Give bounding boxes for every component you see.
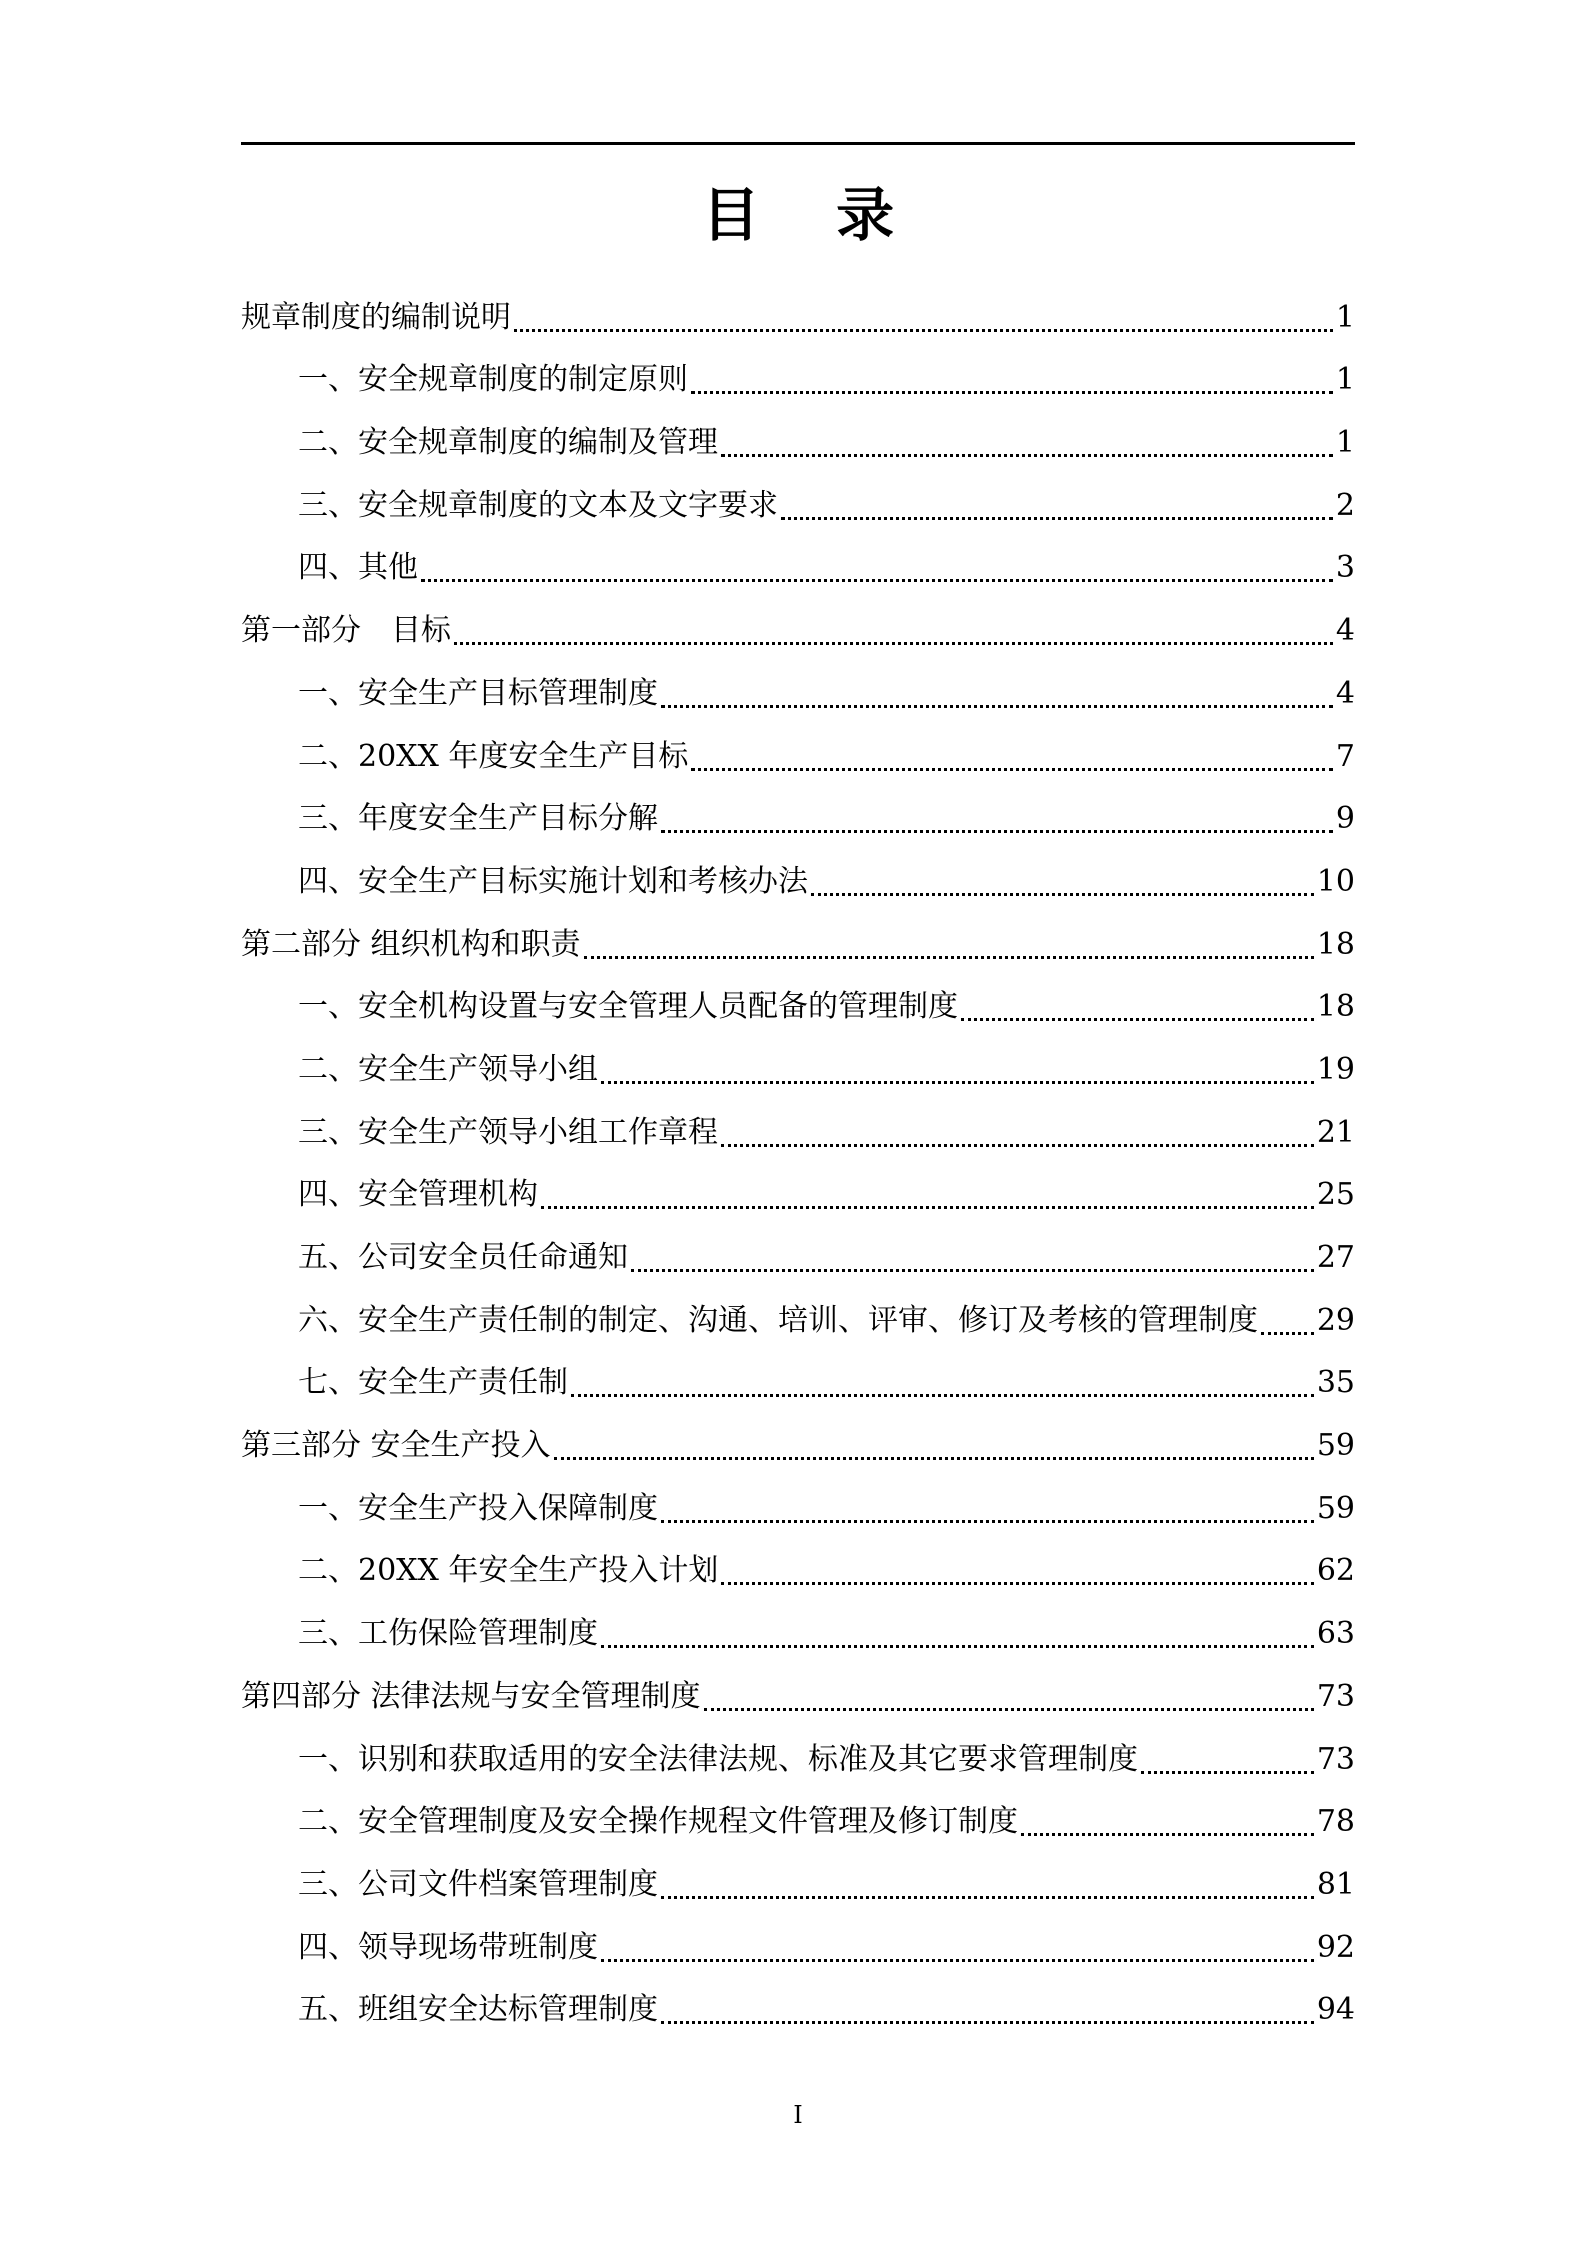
toc-subsection-entry[interactable] [241,534,1355,597]
toc-subsection-entry[interactable] [241,1286,1355,1349]
toc-page-number: 10 [1316,863,1355,899]
toc-page-number: 4 [1335,613,1355,649]
toc-dot-leader [1021,1833,1314,1836]
toc-page-number: 25 [1316,1177,1355,1213]
toc-subsection-entry[interactable] [241,973,1355,1036]
toc-subsection-entry[interactable] [241,1035,1355,1098]
toc-page-number: 1 [1335,362,1355,398]
toc-page-number: 3 [1335,550,1355,586]
header-rule [241,142,1355,145]
toc-subsection-entry[interactable] [241,722,1355,785]
toc-entry-label: 四、领导现场带班制度 [298,1929,598,1965]
toc-page-number: 19 [1316,1051,1355,1087]
toc-dot-leader [541,1206,1314,1209]
toc-subsection-entry[interactable] [241,659,1355,722]
toc-subsection-entry[interactable] [241,1161,1355,1224]
toc-dot-leader [661,1520,1314,1523]
toc-page-number: 1 [1335,299,1355,335]
toc-entry-label: 四、安全管理机构 [298,1177,538,1213]
toc-subsection-entry[interactable] [241,408,1355,471]
toc-dot-leader [601,1645,1314,1648]
toc-page-number: 73 [1316,1678,1355,1714]
page-title: 目 录 [701,181,923,249]
toc-subsection-entry[interactable] [241,1474,1355,1537]
toc-entry-label: 三、工伤保险管理制度 [298,1616,598,1652]
toc-dot-leader [704,1708,1314,1711]
toc-dot-leader [961,1018,1314,1021]
toc-page-number: 27 [1316,1240,1355,1275]
toc-entry-label: 三、安全规章制度的文本及文字要求 [298,487,778,523]
toc-entry-label: 规章制度的编制说明 [241,299,511,335]
toc-subsection-entry[interactable] [241,1788,1355,1851]
toc-dot-leader [601,1081,1314,1084]
toc-entry-label: 六、安全生产责任制的制定、沟通、培训、评审、修订及考核的管理制度 [298,1302,1258,1338]
toc-dot-leader [1141,1771,1314,1774]
toc-subsection-entry[interactable] [241,346,1355,409]
toc-subsection-entry[interactable] [241,1976,1355,2039]
toc-entry-label: 第三部分 安全生产投入 [241,1428,551,1464]
toc-entry-label: 五、公司安全员任命通知 [298,1240,628,1275]
toc-entry-label: 二、安全生产领导小组 [298,1051,598,1087]
toc-dot-leader [721,454,1333,457]
toc-dot-leader [661,1896,1314,1899]
toc-page-number: 7 [1335,738,1355,774]
toc-page-number: 9 [1335,801,1355,837]
toc-page-number: 18 [1316,926,1355,962]
toc-entry-label: 四、其他 [298,550,418,586]
toc-page-number: 63 [1316,1616,1355,1652]
toc-page-number: 92 [1316,1929,1355,1965]
toc-page-number: 21 [1316,1114,1355,1150]
toc-dot-leader [721,1582,1313,1585]
toc-dot-leader [661,2021,1314,2024]
toc-section-entry[interactable] [241,1662,1355,1725]
toc-entry-label: 一、安全规章制度的制定原则 [298,362,688,398]
toc-page-number: 35 [1316,1365,1355,1401]
toc-dot-leader [721,1144,1314,1147]
toc-subsection-entry[interactable] [241,1098,1355,1161]
toc-entry-label: 第二部分 组织机构和职责 [241,926,581,962]
toc-entry-label: 第一部分 目标 [241,613,451,649]
toc-section-entry[interactable] [241,1411,1355,1474]
toc-section-entry[interactable] [241,910,1355,973]
toc-dot-leader [691,768,1332,771]
toc-page-number: 2 [1335,487,1355,523]
toc-entry-label: 四、安全生产目标实施计划和考核办法 [298,863,808,899]
toc-dot-leader [661,830,1333,833]
toc-subsection-entry[interactable] [241,1537,1355,1600]
toc-page-number: 59 [1316,1428,1355,1464]
toc-entry-label: 二、20XX 年安全生产投入计划 [298,1553,719,1589]
toc-subsection-entry[interactable] [241,785,1355,848]
toc-subsection-entry[interactable] [241,1850,1355,1913]
toc-dot-leader [514,329,1333,332]
toc-subsection-entry[interactable] [241,1725,1355,1788]
toc-entry-label: 三、公司文件档案管理制度 [298,1866,658,1902]
toc-entry-label: 二、安全管理制度及安全操作规程文件管理及修订制度 [298,1804,1018,1840]
toc-dot-leader [631,1269,1314,1272]
toc-page-number: 62 [1316,1553,1355,1589]
toc-dot-leader [584,956,1314,959]
toc-entry-label: 二、20XX 年度安全生产目标 [298,738,689,774]
toc-page-number: 29 [1316,1302,1355,1338]
toc-section-entry[interactable] [241,596,1355,659]
toc-dot-leader [601,1959,1314,1962]
table-of-contents [241,283,1355,2038]
toc-page-number: 1 [1335,425,1355,461]
toc-subsection-entry[interactable] [241,1349,1355,1412]
toc-dot-leader [781,517,1333,520]
toc-page-number: 78 [1316,1804,1355,1840]
toc-entry-label: 一、安全生产投入保障制度 [298,1490,658,1526]
toc-entry-label: 一、识别和获取适用的安全法律法规、标准及其它要求管理制度 [298,1741,1138,1777]
toc-dot-leader [1261,1332,1314,1335]
toc-dot-leader [454,642,1333,645]
toc-entry-label: 一、安全生产目标管理制度 [298,675,658,711]
toc-page-number: 4 [1335,675,1355,711]
toc-page-number: 94 [1316,1992,1355,2028]
toc-dot-leader [554,1457,1314,1460]
toc-subsection-entry[interactable] [241,1599,1355,1662]
toc-entry-label: 二、安全规章制度的编制及管理 [298,425,718,461]
toc-subsection-entry[interactable] [241,471,1355,534]
toc-entry-label: 第四部分 法律法规与安全管理制度 [241,1678,701,1714]
toc-dot-leader [571,1394,1314,1397]
toc-entry-label: 五、班组安全达标管理制度 [298,1992,658,2028]
toc-dot-leader [661,705,1333,708]
toc-page-number: 59 [1316,1490,1355,1526]
toc-entry-label: 三、安全生产领导小组工作章程 [298,1114,718,1150]
footer-page-number: I [793,2101,803,2129]
toc-section-entry[interactable] [241,283,1355,346]
toc-entry-label: 七、安全生产责任制 [298,1365,568,1401]
toc-subsection-entry[interactable] [241,847,1355,910]
toc-subsection-entry[interactable] [241,1223,1355,1286]
toc-dot-leader [421,579,1333,582]
toc-page-number: 81 [1316,1866,1355,1902]
toc-page-number: 73 [1316,1741,1355,1777]
toc-dot-leader [691,391,1333,394]
toc-entry-label: 三、年度安全生产目标分解 [298,801,658,837]
toc-subsection-entry[interactable] [241,1913,1355,1976]
toc-dot-leader [811,893,1314,896]
toc-page-number: 18 [1316,989,1355,1025]
toc-entry-label: 一、安全机构设置与安全管理人员配备的管理制度 [298,989,958,1025]
